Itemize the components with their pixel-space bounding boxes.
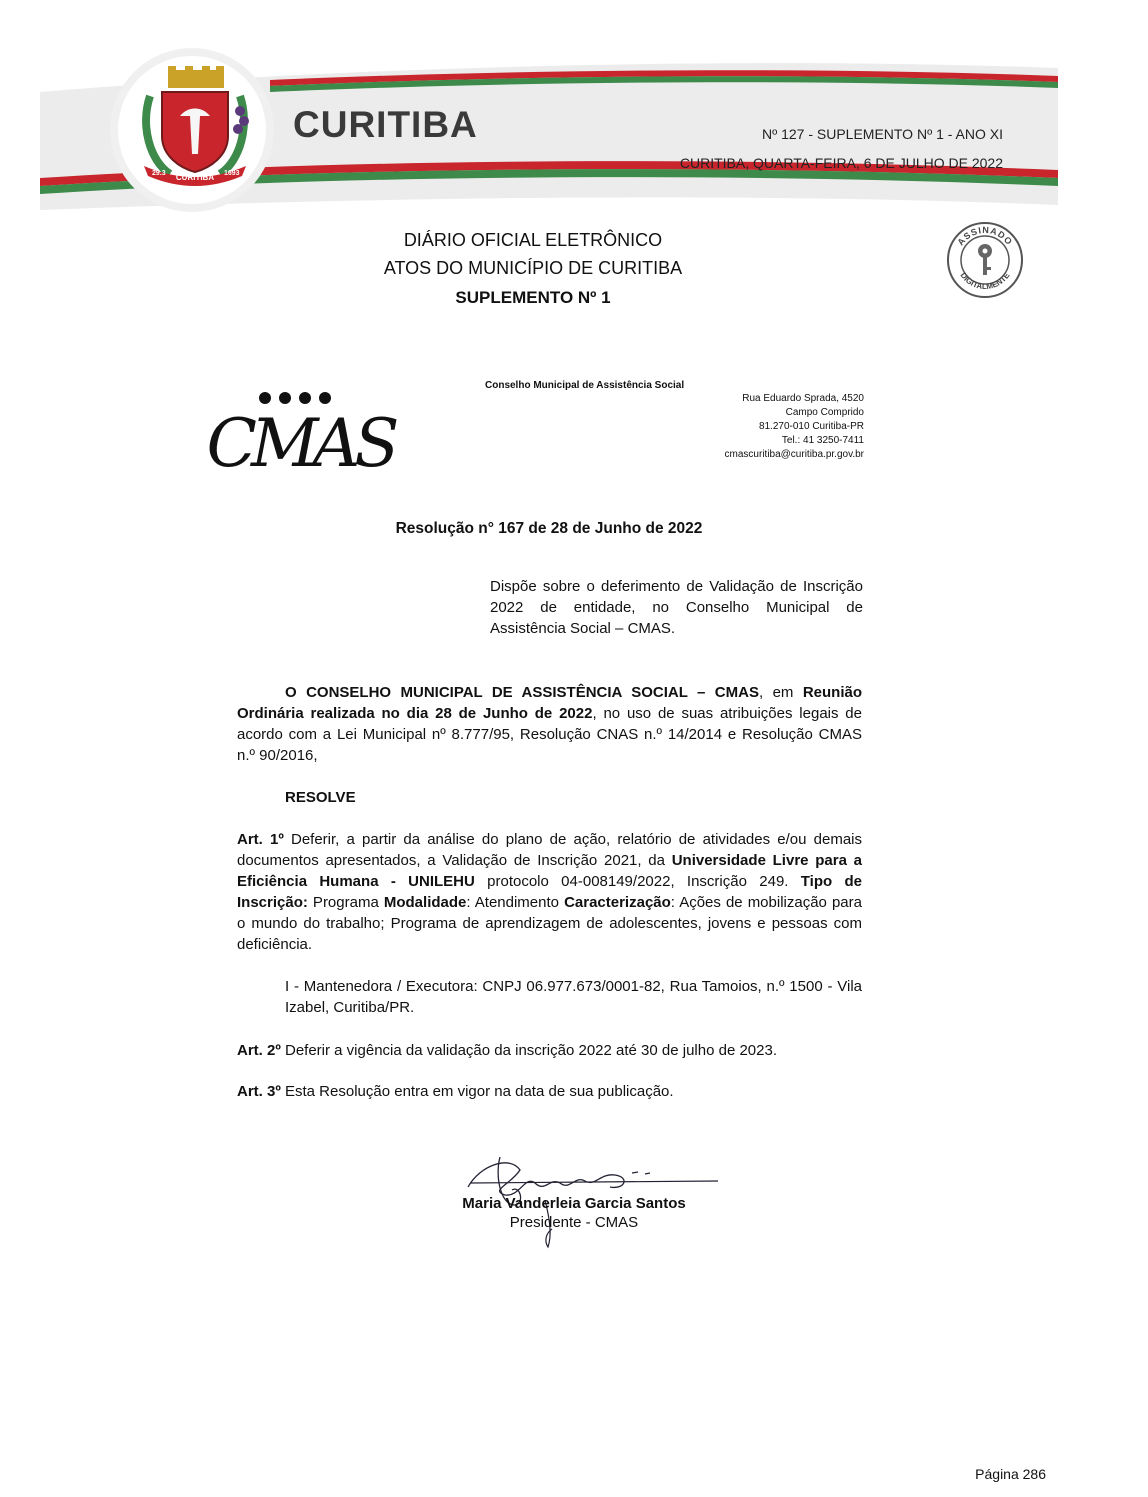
issue-number: Nº 127 - SUPLEMENTO Nº 1 - ANO XI	[761, 126, 1003, 142]
article-text: Esta Resolução entra em vigor na data de sua publicação.	[280, 1083, 674, 1100]
address-district: Campo Comprido	[785, 407, 864, 418]
article-1	[237, 829, 862, 955]
resolution-title: Resolução n° 167 de 28 de Junho de 2022	[395, 520, 703, 537]
publication-date: CURITIBA, QUARTA-FEIRA, 6 DE JULHO DE 2022	[679, 155, 1003, 171]
coat-year-right: 1693	[224, 170, 240, 177]
field-label: Tipo de Inscrição:	[237, 873, 862, 911]
gazette-title: DIÁRIO OFICIAL ELETRÔNICO	[403, 230, 663, 250]
article-text: protocolo 04-008149/2022, Inscrição 249.	[474, 873, 801, 890]
field-value: Programa	[307, 894, 384, 911]
council-name: Conselho Municipal de Assistência Social	[485, 380, 685, 391]
article-text: Deferir a vigência da validação da inscrição 2022 até 30 de julho de 2023.	[280, 1042, 777, 1059]
field-label: Modalidade	[383, 894, 467, 911]
preamble-paragraph	[237, 682, 862, 766]
article-2	[237, 1040, 862, 1061]
ementa: Dispõe sobre o deferimento de Validação de Inscrição 2022 de entidade, no Conselho Municipal de Assistência Social – CMAS.	[490, 578, 863, 637]
article-label: Art. 1º	[237, 831, 284, 848]
address-phone: Tel.: 41 3250-7411	[781, 435, 864, 446]
preamble-meeting: Reunião Ordinária realizada no dia 28 de Junho de 2022	[237, 684, 863, 722]
resolve-heading: RESOLVE	[285, 789, 356, 806]
curitiba-coat-of-arms	[130, 66, 260, 191]
preamble-text: , no uso de suas atribuições legais de acordo com a Lei Municipal nº 8.777/95, Resolução CNAS n.º 14/2014 e Resolução CMAS n.º 90/2016,	[237, 705, 862, 764]
supplement-title: SUPLEMENTO Nº 1	[455, 288, 611, 307]
preamble-text: , em	[758, 684, 803, 701]
entity-name: Universidade Livre para a Eficiência Humana - UNILEHU	[237, 852, 862, 890]
cmas-logo-text: CMAS	[206, 405, 394, 482]
article-label: Art. 3º	[237, 1083, 281, 1100]
article-text: Deferir, a partir da análise do plano de ação, relatório de atividades e/ou demais documentos apresentados, a Validação de Inscrição 2021, da	[237, 831, 862, 869]
stamp-bottom-text: DIGITALMENTE	[958, 270, 1012, 292]
gazette-subtitle: ATOS DO MUNICÍPIO DE CURITIBA	[383, 258, 683, 278]
brand-wordmark: CURITIBA	[293, 104, 478, 145]
address-email: cmascuritiba@curitiba.pr.gov.br	[724, 449, 864, 460]
address-postal: 81.270-010 Curitiba-PR	[758, 421, 864, 432]
field-value: : Atendimento	[466, 894, 565, 911]
preamble-council: O CONSELHO MUNICIPAL DE ASSISTÊNCIA SOCIAL – CMAS	[285, 684, 759, 701]
signatory-name: Maria Vanderleia Garcia Santos	[462, 1195, 686, 1212]
field-value: : Ações de mobilização para o mundo do trabalho; Programa de aprendizagem de adolescentes, jovens e pessoas com deficiência.	[237, 894, 862, 953]
inciso-1: I - Mantenedora / Executora: CNPJ 06.977.673/0001-82, Rua Tamoios, n.º 1500 - Vila Izabel, Curitiba/PR.	[285, 978, 862, 1016]
coat-ribbon-text: CURITIBA	[175, 173, 215, 182]
digitally-signed-stamp	[946, 221, 1024, 299]
page-number: Página 286	[975, 1466, 1046, 1482]
article-3	[237, 1081, 862, 1102]
cmas-logo	[206, 386, 394, 482]
coat-year-left: 29.3	[152, 170, 166, 177]
article-label: Art. 2º	[237, 1042, 281, 1059]
address-street: Rua Eduardo Sprada, 4520	[742, 393, 864, 404]
stamp-top-text: ASSINADO	[955, 224, 1015, 248]
field-label: Caracterização	[564, 894, 671, 911]
signatory-role: Presidente - CMAS	[509, 1214, 639, 1231]
